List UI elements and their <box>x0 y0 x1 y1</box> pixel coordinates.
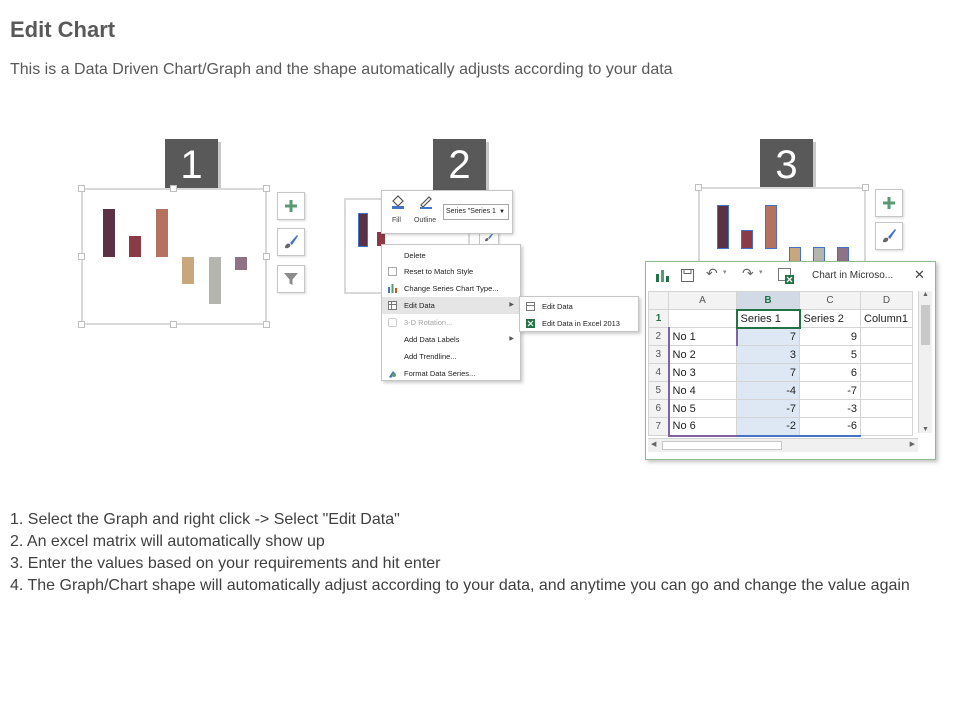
submenu-arrow-icon: ▶ <box>509 336 514 342</box>
resize-handle[interactable] <box>263 253 270 260</box>
window-title: Chart in Microso... <box>812 270 894 281</box>
cell[interactable] <box>861 328 913 346</box>
series-select-value: Series "Series 1 <box>446 208 496 215</box>
chart-icon <box>655 268 670 283</box>
outline-label: Outline <box>414 217 437 224</box>
menu-item-label: Reset to Match Style <box>404 267 474 276</box>
chart-bar[interactable] <box>182 257 194 284</box>
chart-type-icon <box>388 284 397 293</box>
chevron-down-icon[interactable]: ▾ <box>759 269 763 276</box>
chart-styles-button[interactable] <box>875 222 903 250</box>
chart-styles-button[interactable] <box>277 228 305 256</box>
column-header[interactable]: A <box>669 292 737 310</box>
page-title: Edit Chart <box>10 17 116 42</box>
rotation-icon <box>388 318 397 327</box>
cell[interactable]: No 6 <box>669 418 737 436</box>
cell[interactable]: -7 <box>737 400 800 418</box>
chart-bar[interactable] <box>103 209 115 257</box>
cell[interactable]: No 4 <box>669 382 737 400</box>
menu-item-label: Add Trendline... <box>404 352 457 361</box>
column-header[interactable]: B <box>737 292 800 310</box>
cell[interactable]: -7 <box>800 382 861 400</box>
spreadsheet-grid <box>648 291 913 437</box>
page-subtitle: This is a Data Driven Chart/Graph and the shape automatically adjusts according to your data <box>10 61 673 78</box>
chart-elements-button[interactable] <box>875 189 903 217</box>
scroll-up-icon[interactable]: ▲ <box>922 291 929 298</box>
excel-icon[interactable] <box>778 268 794 284</box>
chart-bar[interactable] <box>790 248 800 262</box>
row-header[interactable]: 7 <box>649 418 669 436</box>
instruction-line: 4. The Graph/Chart shape will automatically adjust according to your data, and anytime you can go and change the value again <box>10 577 910 594</box>
chart-elements-button[interactable] <box>277 192 305 220</box>
cell[interactable]: -2 <box>737 418 800 436</box>
cell[interactable]: No 2 <box>669 346 737 364</box>
excel-icon <box>526 319 535 328</box>
cell[interactable] <box>861 418 913 436</box>
resize-handle[interactable] <box>170 321 177 328</box>
row-header[interactable]: 1 <box>649 310 669 328</box>
edit-data-submenu <box>519 296 639 332</box>
plus-icon <box>881 195 897 211</box>
row-header[interactable]: 5 <box>649 382 669 400</box>
plus-icon <box>283 198 299 214</box>
series-select[interactable] <box>443 204 509 220</box>
scrollbar-thumb[interactable] <box>921 305 930 345</box>
resize-handle[interactable] <box>78 253 85 260</box>
cell[interactable]: Series 1 <box>737 310 800 328</box>
menu-item-edit-data[interactable] <box>382 297 520 314</box>
resize-handle[interactable] <box>78 321 85 328</box>
format-series-icon <box>388 369 397 378</box>
resize-handle[interactable] <box>862 184 869 191</box>
excel-data-window <box>645 261 936 460</box>
reset-style-icon <box>388 267 397 276</box>
scrollbar-thumb[interactable] <box>662 441 782 450</box>
chart-bar[interactable] <box>742 231 752 248</box>
menu-item-edit-data-sheet[interactable] <box>520 298 638 315</box>
menu-item-label: Edit Data in Excel 2013 <box>542 319 620 328</box>
scroll-down-icon[interactable]: ▼ <box>922 426 929 433</box>
cell[interactable]: 7 <box>737 364 800 382</box>
resize-handle[interactable] <box>263 321 270 328</box>
chevron-down-icon: ▼ <box>499 209 505 215</box>
fill-label: Fill <box>392 217 401 224</box>
mini-format-toolbar <box>381 190 513 234</box>
menu-item-label: 3-D Rotation... <box>404 318 453 327</box>
menu-item-add-trendline[interactable] <box>382 348 520 365</box>
chart-bar[interactable] <box>718 206 728 248</box>
vertical-scrollbar[interactable] <box>918 291 932 433</box>
step-number-3: 3 <box>760 139 813 191</box>
cell[interactable]: -3 <box>800 400 861 418</box>
cell[interactable]: Column1 <box>861 310 913 328</box>
chart-bar[interactable] <box>359 214 367 246</box>
chart-bar[interactable] <box>814 248 824 262</box>
row-header[interactable]: 4 <box>649 364 669 382</box>
resize-handle[interactable] <box>695 184 702 191</box>
menu-item-label: Delete <box>404 251 426 260</box>
column-header[interactable]: D <box>861 292 913 310</box>
scroll-left-icon[interactable]: ◀ <box>651 441 657 448</box>
cell[interactable] <box>861 400 913 418</box>
brush-icon <box>880 227 898 245</box>
row-header[interactable]: 3 <box>649 346 669 364</box>
context-menu <box>381 244 521 381</box>
menu-item-change-chart-type[interactable] <box>382 280 520 297</box>
outline-pen-icon[interactable] <box>418 195 434 209</box>
menu-item-label: Add Data Labels <box>404 335 460 344</box>
instruction-line: 3. Enter the values based on your requirements and hit enter <box>10 555 441 572</box>
fill-bucket-icon[interactable] <box>390 195 406 209</box>
column-header[interactable]: C <box>800 292 861 310</box>
cell[interactable] <box>861 364 913 382</box>
chart-bar[interactable] <box>235 257 247 270</box>
save-icon[interactable] <box>681 269 694 282</box>
menu-item-3d-rotation <box>382 314 520 331</box>
row-header[interactable]: 2 <box>649 328 669 346</box>
cell[interactable] <box>861 346 913 364</box>
cell[interactable]: 9 <box>800 328 861 346</box>
menu-item-add-data-labels[interactable] <box>382 331 520 348</box>
excel-titlebar <box>646 262 935 290</box>
cell[interactable]: 3 <box>737 346 800 364</box>
horizontal-scrollbar[interactable] <box>648 438 918 452</box>
menu-item-reset-style[interactable] <box>382 263 520 280</box>
cell[interactable]: No 5 <box>669 400 737 418</box>
close-icon[interactable]: ✕ <box>914 267 925 282</box>
step-number-2: 2 <box>433 139 486 191</box>
edit-data-icon <box>388 301 397 310</box>
chart-bar[interactable] <box>838 248 848 262</box>
cell[interactable]: -4 <box>737 382 800 400</box>
menu-item-format-data-series[interactable] <box>382 365 520 382</box>
resize-handle[interactable] <box>263 185 270 192</box>
resize-handle[interactable] <box>78 185 85 192</box>
chart-1[interactable] <box>81 188 267 325</box>
instructions <box>10 509 940 597</box>
cell[interactable]: 5 <box>800 346 861 364</box>
instruction-line: 2. An excel matrix will automatically show up <box>10 533 325 550</box>
scroll-right-icon[interactable]: ▶ <box>909 441 915 448</box>
cell[interactable]: 6 <box>800 364 861 382</box>
step-number-1: 1 <box>165 139 218 191</box>
menu-item-label: Format Data Series... <box>404 369 476 378</box>
instruction-line: 1. Select the Graph and right click -> Select "Edit Data" <box>10 511 400 528</box>
menu-item-edit-data-excel[interactable] <box>520 315 638 332</box>
submenu-arrow-icon: ▶ <box>509 302 514 308</box>
row-header[interactable]: 6 <box>649 400 669 418</box>
cell[interactable]: 7 <box>737 328 800 346</box>
cell[interactable]: Series 2 <box>800 310 861 328</box>
menu-item-label: Edit Data <box>542 302 573 311</box>
corner-cell[interactable] <box>649 292 669 310</box>
cell[interactable]: No 1 <box>669 328 737 346</box>
cell[interactable] <box>669 310 737 328</box>
chart-bar[interactable] <box>209 257 221 304</box>
brush-icon <box>282 233 300 251</box>
edit-data-icon <box>526 302 535 311</box>
filter-icon <box>283 271 299 287</box>
undo-icon[interactable]: ↶ <box>706 265 718 281</box>
resize-handle[interactable] <box>170 185 177 192</box>
chart-filters-button[interactable] <box>277 265 305 293</box>
cell[interactable] <box>861 382 913 400</box>
cell[interactable]: -6 <box>800 418 861 436</box>
redo-icon[interactable]: ↷ <box>742 265 754 281</box>
menu-item-delete[interactable] <box>382 247 520 264</box>
menu-item-label: Change Series Chart Type... <box>404 284 499 293</box>
cell[interactable]: No 3 <box>669 364 737 382</box>
menu-item-label: Edit Data <box>404 301 435 310</box>
chevron-down-icon[interactable]: ▾ <box>723 269 727 276</box>
chart-bar[interactable] <box>766 206 776 248</box>
chart-bar[interactable] <box>129 236 141 257</box>
chart-bar[interactable] <box>156 209 168 257</box>
